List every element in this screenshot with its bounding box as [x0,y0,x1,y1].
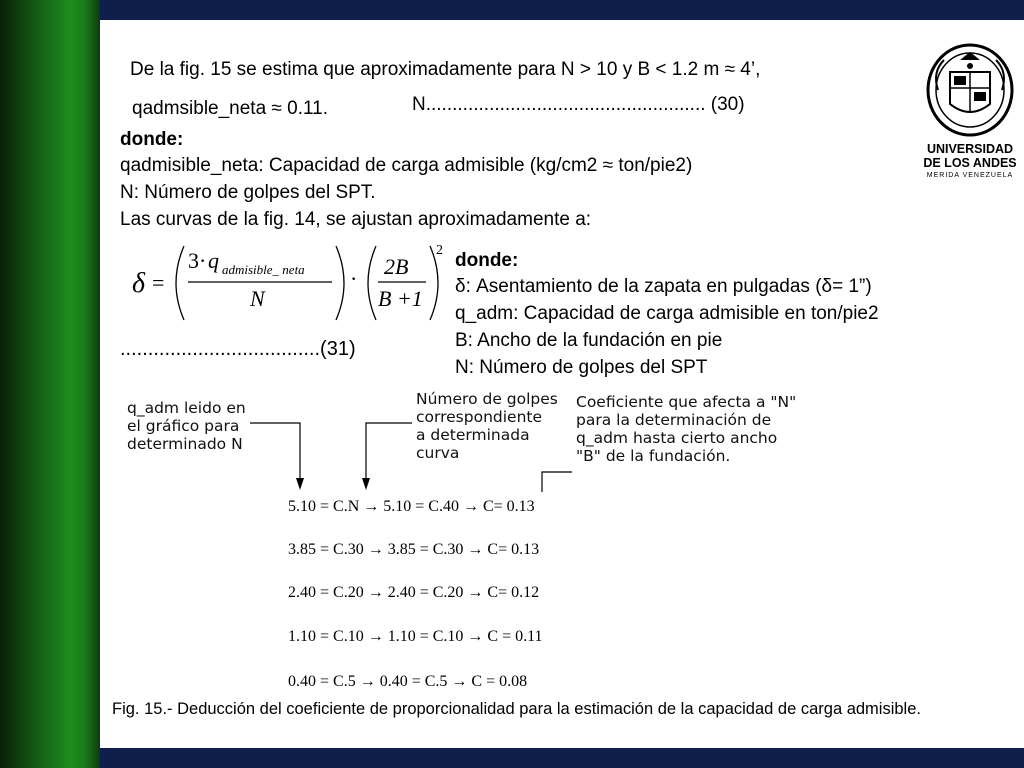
definition-curves: Las curvas de la fig. 14, se ajustan aproximadamente a: [120,209,592,230]
formula-coef: 3· [188,248,207,273]
calc-row-4: 1.10 = C.10 → 1.10 = C.10 → C = 0.11 [288,628,543,645]
formula-q: q [208,248,219,273]
legend-n: N: Número de golpes del SPT [455,357,708,378]
definition-n: N: Número de golpes del SPT. [120,182,376,203]
annotation-golpes: Número de golpes correspondiente a determinada curva [416,390,558,462]
formula-den2: B +1 [378,286,423,311]
university-name-line1: UNIVERSIDAD [926,142,1014,156]
calc-row-2: 3.85 = C.30 → 3.85 = C.30 → C= 0.13 [288,541,540,558]
formula-subscript: admisible_ neta [222,262,305,277]
university-location: MERIDA VENEZUELA [926,172,1014,179]
intro-line: De la fig. 15 se estima que aproximadamente para N > 10 y B < 1.2 m ≈ 4’, [130,59,761,80]
equation-30-right: N..................................................... (30) [412,94,745,115]
formula-equals: = [152,270,165,295]
formula-num2: 2B [384,254,409,279]
legend-delta: δ: Asentamiento de la zapata en pulgadas (δ= 1”) [455,276,872,297]
equation-31-label: ....................................(31) [120,338,356,360]
donde-label: donde: [120,129,184,150]
arrow-head-1 [296,478,304,490]
annotation-qadm: q_adm leido en el gráfico para determinado N [127,399,246,453]
definition-qadm: qadmisible_neta: Capacidad de carga admisible (kg/cm2 ≈ ton/pie2) [120,155,693,176]
donde-label-2: donde: [455,250,519,271]
calc-row-3: 2.40 = C.20 → 2.40 = C.20 → C= 0.12 [288,584,540,601]
university-seal-icon [924,42,1016,138]
university-name-line2: DE LOS ANDES [923,156,1017,170]
formula-den-n: N [250,286,265,311]
calc-row-1: 5.10 = C.N → 5.10 = C.40 → C= 0.13 [288,498,535,515]
equation-30-left: qadmsible_neta ≈ 0.11. [132,98,328,119]
formula-delta: δ [132,268,146,299]
arrow-head-2 [362,478,370,490]
legend-qadm: q_adm: Capacidad de carga admisible en ton/pie2 [455,303,879,324]
formula-dot: · [350,266,358,291]
formula-exponent: 2 [436,243,443,258]
figure-caption: Fig. 15.- Deducción del coeficiente de proporcionalidad para la estimación de la capacidad de carga admisible. [112,700,921,718]
annotation-coeficiente: Coeficiente que afecta a "N" para la determinación de q_adm hasta cierto ancho "B" de la fundación. [576,393,797,465]
legend-b: B: Ancho de la fundación en pie [455,330,723,351]
calc-row-5: 0.40 = C.5 → 0.40 = C.5 → C = 0.08 [288,673,528,690]
